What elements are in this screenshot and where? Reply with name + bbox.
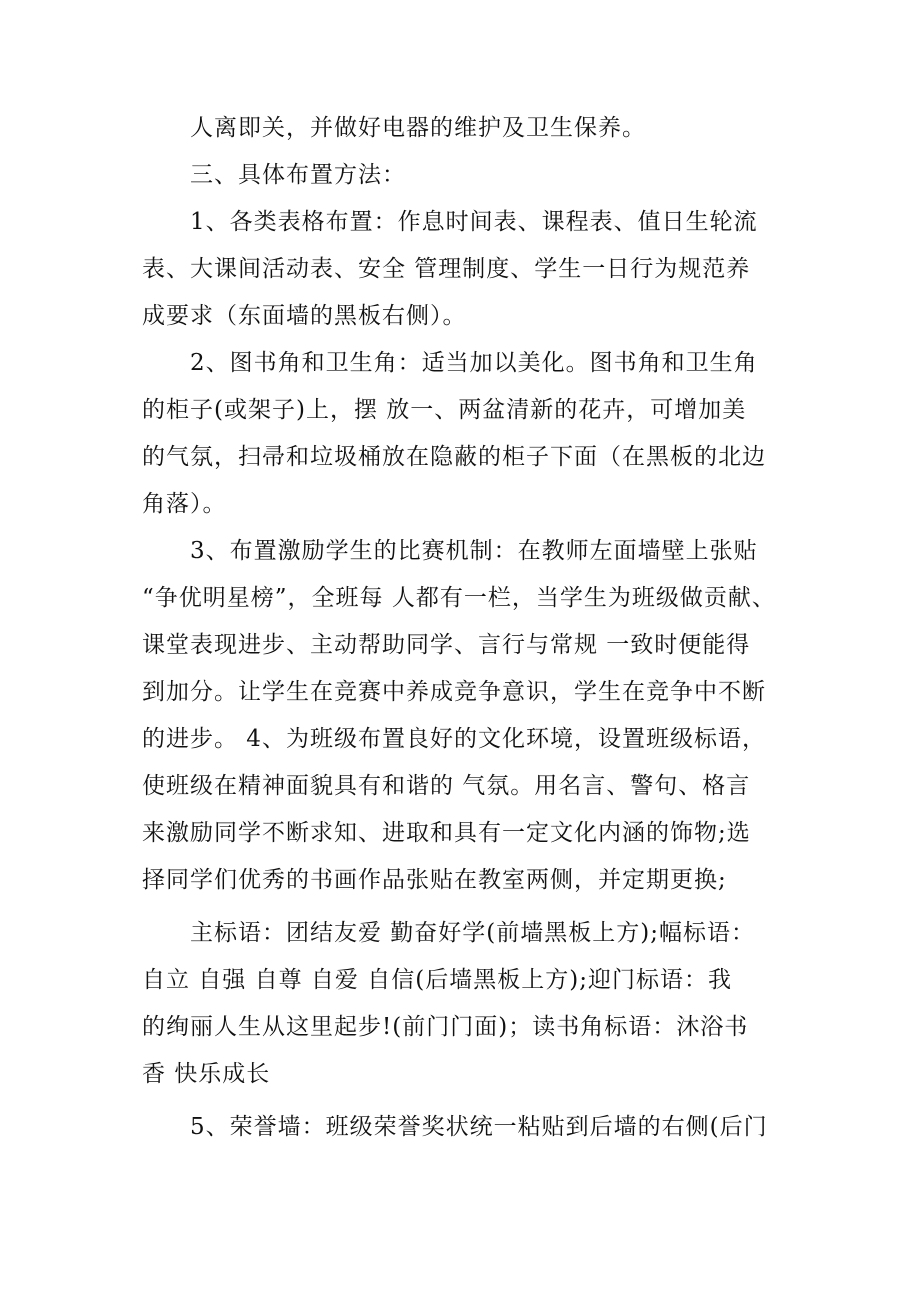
text-line: 主标语：团结友爱 勤奋好学(前墙黑板上方);幅标语： <box>142 920 756 946</box>
text-line: 香 快乐成长 <box>142 1061 271 1087</box>
text-line: 成要求（东面墙的黑板右侧）。 <box>142 303 467 329</box>
text-line: 课堂表现进步、主动帮助同学、言行与常规 一致时便能得 <box>142 632 751 658</box>
text-line: 5、荣誉墙：班级荣誉奖状统一粘贴到后墙的右侧(后门 <box>142 1114 768 1140</box>
text-line: 1、各类表格布置：作息时间表、课程表、值日生轮流 <box>142 209 758 235</box>
text-line: “争优明星榜”，全班每 人都有一栏，当学生为班级做贡献、 <box>142 585 776 611</box>
text-line: 表、大课间活动表、安全 管理制度、学生一日行为规范养 <box>142 256 751 282</box>
text-line: 的柜子(或架子)上，摆 放一、两盆清新的花卉，可增加美 <box>142 397 747 423</box>
text-line: 的绚丽人生从这里起步!(前门门面)；读书角标语：沐浴书 <box>142 1014 749 1040</box>
text-line: 的气氛，扫帚和垃圾桶放在隐蔽的柜子下面（在黑板的北边 <box>142 444 766 470</box>
text-line: 人离即关，并做好电器的维护及卫生保养。 <box>142 115 646 141</box>
text-line: 2、图书角和卫生角：适当加以美化。图书角和卫生角 <box>142 350 758 376</box>
text-line: 三、具体布置方法： <box>142 162 406 188</box>
text-line: 自立 自强 自尊 自爱 自信(后墙黑板上方);迎门标语：我 <box>142 967 732 993</box>
text-line: 择同学们优秀的书画作品张贴在教室两侧，并定期更换; <box>142 867 727 893</box>
text-line: 3、布置激励学生的比赛机制：在教师左面墙壁上张贴 <box>142 538 758 564</box>
text-line: 来激励同学不断求知、进取和具有一定文化内涵的饰物;选 <box>142 820 751 846</box>
text-line: 到加分。让学生在竞赛中养成竞争意识，学生在竞争中不断 <box>142 679 766 705</box>
text-line: 使班级在精神面貌具有和谐的 气氛。用名言、警句、格言 <box>142 773 751 799</box>
text-line: 的进步。 4、为班级布置良好的文化环境，设置班级标语， <box>142 726 766 752</box>
text-line: 角落）。 <box>142 491 227 517</box>
document-body <box>142 105 792 1151</box>
